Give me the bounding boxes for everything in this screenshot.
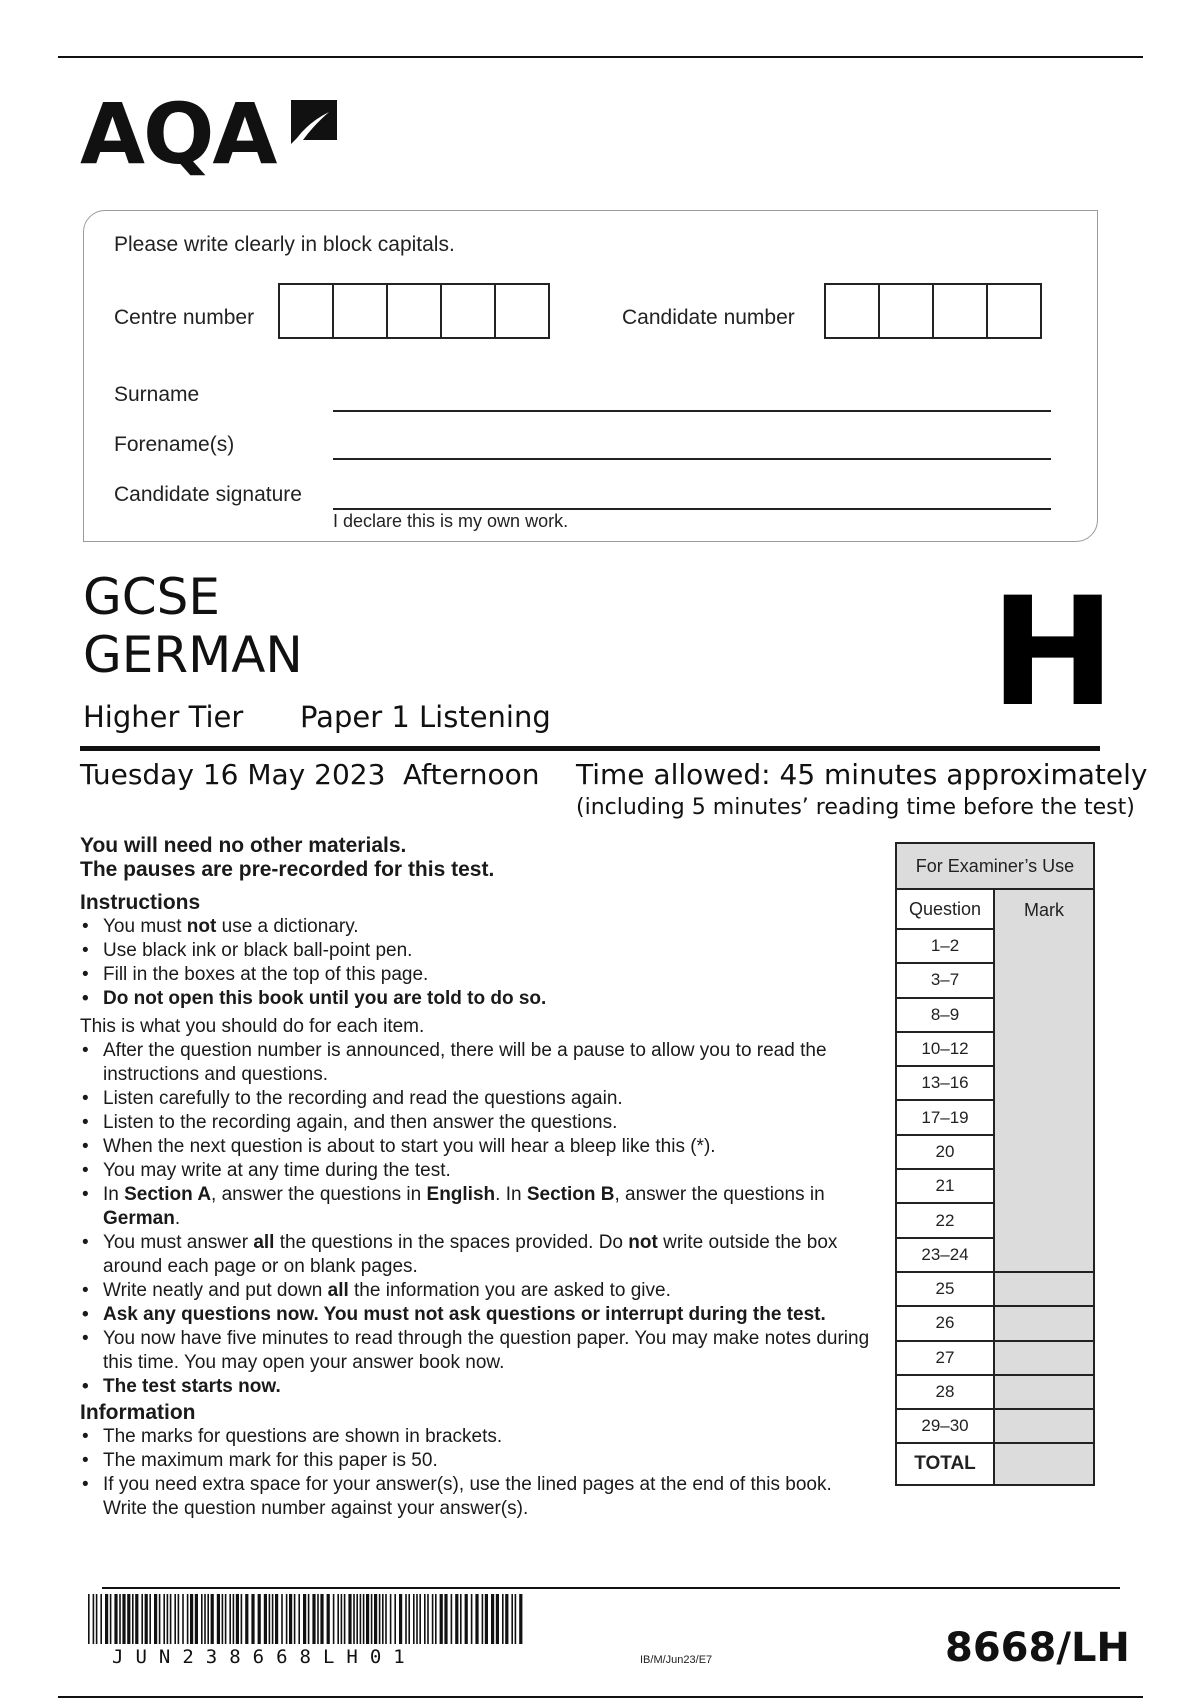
list-item: • Ask any questions now. You must not ask questions or interrupt during the test. — [80, 1303, 880, 1327]
barcode-bar — [471, 1594, 473, 1644]
barcode-bar — [127, 1594, 130, 1644]
total-row — [895, 1444, 1095, 1486]
list-item: • If you need extra space for your answer(s), use the lined pages at the end of this book. Write the question number against your answer(s). — [80, 1473, 880, 1521]
candidate-number-box[interactable] — [824, 283, 880, 339]
barcode-bar — [385, 1594, 387, 1644]
question-number: 23–24 — [895, 1239, 995, 1273]
list-item: • When the next question is about to start you will hear a bleep like this (*). — [80, 1135, 880, 1159]
item-intro: This is what you should do for each item. — [80, 1016, 425, 1037]
barcode-bar — [114, 1594, 117, 1644]
barcode-bar — [154, 1594, 157, 1644]
list-item: • In Section A, answer the questions in English. In Section B, answer the questions in German. — [80, 1183, 880, 1231]
barcode-bar — [435, 1594, 437, 1644]
mark-cell[interactable] — [995, 1410, 1095, 1444]
table-row — [895, 1136, 1095, 1170]
specification-code: 8668/LH — [945, 1625, 1130, 1671]
mark-cell[interactable] — [995, 930, 1095, 964]
mark-cell[interactable] — [995, 1067, 1095, 1101]
barcode-bar — [272, 1594, 274, 1644]
bottom-rule — [58, 1696, 1143, 1698]
candidate-number-box[interactable] — [878, 283, 934, 339]
barcode-bar — [264, 1594, 267, 1644]
question-column-header: Question — [895, 890, 995, 930]
question-number: 1–2 — [895, 930, 995, 964]
barcode-bar — [229, 1594, 231, 1644]
barcode-bar — [178, 1594, 180, 1644]
exam-date: Tuesday 16 May 2023 — [80, 758, 386, 791]
barcode-bar — [135, 1594, 138, 1644]
barcode-bar — [337, 1594, 339, 1644]
barcode-bar — [132, 1594, 134, 1644]
barcode-bar — [382, 1594, 384, 1644]
list-item: • Use black ink or black ball-point pen. — [80, 939, 880, 963]
barcode-bar — [149, 1594, 151, 1644]
table-row — [895, 1067, 1095, 1101]
barcode-bar — [312, 1594, 315, 1644]
barcode-bar — [519, 1594, 522, 1644]
centre-number-box[interactable] — [494, 283, 550, 339]
centre-number-box[interactable] — [332, 283, 388, 339]
barcode-bar — [408, 1594, 410, 1644]
barcode-bar — [211, 1594, 214, 1644]
barcode-bar — [353, 1594, 355, 1644]
examiner-table-header — [895, 890, 1095, 930]
table-row — [895, 1342, 1095, 1376]
barcode-bar — [485, 1594, 488, 1644]
barcode-bar — [190, 1594, 193, 1644]
barcode-bar — [444, 1594, 447, 1644]
barcode-bar — [245, 1594, 248, 1644]
examiner-use-table — [895, 842, 1095, 1486]
barcode-bar — [374, 1594, 377, 1644]
barcode-bar — [308, 1594, 310, 1644]
qualification-title — [83, 568, 303, 684]
barcode-bar — [105, 1594, 108, 1644]
barcode-bar — [515, 1594, 517, 1644]
barcode-bar — [432, 1594, 434, 1644]
barcode-bar — [327, 1594, 330, 1644]
barcode-bar — [294, 1594, 296, 1644]
barcode-bar — [233, 1594, 235, 1644]
aqa-logo: AQA — [80, 85, 276, 183]
barcode-bar — [119, 1594, 121, 1644]
barcode — [88, 1594, 524, 1644]
barcode-bar — [394, 1594, 396, 1644]
list-item: • You may write at any time during the test. — [80, 1159, 880, 1183]
forename-field[interactable] — [333, 458, 1051, 460]
barcode-bar — [416, 1594, 418, 1644]
candidate-number-boxes[interactable] — [826, 283, 1042, 339]
table-row — [895, 964, 1095, 998]
barcode-bar — [100, 1594, 102, 1644]
footer-rule — [102, 1587, 1120, 1589]
barcode-bar — [141, 1594, 143, 1644]
barcode-bar — [289, 1594, 292, 1644]
information-heading: Information — [80, 1401, 196, 1424]
barcode-bar — [88, 1594, 90, 1644]
title-rule — [80, 746, 1100, 751]
reading-time-note: (including 5 minutes’ reading time before the test) — [576, 795, 1135, 820]
block-capitals-instruction: Please write clearly in block capitals. — [114, 233, 455, 256]
question-number: 22 — [895, 1204, 995, 1238]
question-number: 29–30 — [895, 1410, 995, 1444]
barcode-bar — [110, 1594, 112, 1644]
barcode-bar — [159, 1594, 161, 1644]
instructions-heading: Instructions — [80, 891, 201, 914]
barcode-bar — [366, 1594, 369, 1644]
list-item: • Fill in the boxes at the top of this page. — [80, 963, 880, 987]
candidate-number-label: Candidate number — [622, 306, 795, 329]
instructions-section — [80, 834, 880, 1521]
table-row — [895, 999, 1095, 1033]
time-allowed: Time allowed: 45 minutes approximately — [576, 758, 1148, 791]
question-number: 8–9 — [895, 999, 995, 1033]
barcode-bar — [241, 1594, 243, 1644]
barcode-bar — [405, 1594, 407, 1644]
table-row — [895, 1307, 1095, 1341]
barcode-bar — [440, 1594, 443, 1644]
signature-label: Candidate signature — [114, 483, 302, 506]
barcode-bar — [482, 1594, 484, 1644]
barcode-bar — [496, 1594, 499, 1644]
barcode-bar — [413, 1594, 415, 1644]
table-row — [895, 1101, 1095, 1135]
declaration-text: I declare this is my own work. — [333, 511, 569, 531]
barcode-bar — [236, 1594, 239, 1644]
centre-number-label: Centre number — [114, 306, 255, 329]
barcode-bar — [491, 1594, 494, 1644]
question-number: 3–7 — [895, 964, 995, 998]
list-item: • You now have five minutes to read through the question paper. You may make notes during this time. You may open your answer book now. — [80, 1327, 880, 1375]
centre-number-box[interactable] — [278, 283, 334, 339]
barcode-bar — [356, 1594, 358, 1644]
barcode-text: JUN238668LH01 — [112, 1646, 417, 1668]
barcode-bar — [207, 1594, 209, 1644]
question-number: 17–19 — [895, 1101, 995, 1135]
mark-cell[interactable] — [995, 1376, 1095, 1410]
mark-cell[interactable] — [995, 1033, 1095, 1067]
barcode-bar — [455, 1594, 458, 1644]
barcode-bar — [333, 1594, 335, 1644]
list-item: • After the question number is announced, there will be a pause to allow you to read the instructions and questions. — [80, 1039, 880, 1087]
list-item: • Do not open this book until you are told to do so. — [80, 987, 880, 1011]
mark-cell[interactable] — [995, 1204, 1095, 1238]
paper-label: Paper 1 Listening — [300, 700, 551, 734]
barcode-bar — [419, 1594, 421, 1644]
barcode-bar — [348, 1594, 351, 1644]
barcode-bar — [145, 1594, 148, 1644]
mark-cell[interactable] — [995, 1307, 1095, 1341]
barcode-bar — [451, 1594, 453, 1644]
mark-cell[interactable] — [995, 1342, 1095, 1376]
barcode-bar — [360, 1594, 362, 1644]
barcode-bar — [379, 1594, 381, 1644]
barcode-bar — [170, 1594, 172, 1644]
centre-number-box[interactable] — [440, 283, 496, 339]
barcode-bar — [201, 1594, 203, 1644]
mark-cell[interactable] — [995, 1170, 1095, 1204]
barcode-bar — [460, 1594, 462, 1644]
total-label: TOTAL — [895, 1444, 995, 1486]
barcode-bar — [225, 1594, 227, 1644]
barcode-bar — [341, 1594, 343, 1644]
list-item: • The maximum mark for this paper is 50. — [80, 1449, 880, 1473]
table-row — [895, 1239, 1095, 1273]
candidate-number-box[interactable] — [986, 283, 1042, 339]
question-number: 25 — [895, 1273, 995, 1307]
barcode-bar — [286, 1594, 288, 1644]
barcode-bar — [269, 1594, 271, 1644]
question-number: 13–16 — [895, 1067, 995, 1101]
mark-cell[interactable] — [995, 999, 1095, 1033]
tier-letter: H — [990, 566, 1116, 740]
surname-field[interactable] — [333, 410, 1051, 412]
materials-note: You will need no other materials. — [80, 834, 407, 857]
mark-column-header: Mark — [995, 890, 1095, 930]
mark-cell[interactable] — [995, 964, 1095, 998]
examiner-table-rows — [895, 930, 1095, 1444]
qualification-level: GCSE — [83, 568, 220, 626]
barcode-bar — [505, 1594, 508, 1644]
barcode-bar — [182, 1594, 184, 1644]
barcode-bar — [281, 1594, 283, 1644]
table-row — [895, 1410, 1095, 1444]
table-row — [895, 930, 1095, 964]
barcode-bar — [258, 1594, 261, 1644]
barcode-bar — [511, 1594, 513, 1644]
barcode-bar — [122, 1594, 125, 1644]
table-row — [895, 1170, 1095, 1204]
table-row — [895, 1273, 1095, 1307]
pauses-note: The pauses are pre-recorded for this test. — [80, 858, 495, 881]
barcode-bar — [424, 1594, 426, 1644]
mark-cell[interactable] — [995, 1101, 1095, 1135]
list-item: • The marks for questions are shown in brackets. — [80, 1425, 880, 1449]
list-item: • Listen carefully to the recording and read the questions again. — [80, 1087, 880, 1111]
aqa-leaf-icon — [285, 92, 343, 150]
forename-label: Forename(s) — [114, 433, 235, 456]
question-number: 26 — [895, 1307, 995, 1341]
barcode-bar — [298, 1594, 300, 1644]
barcode-bar — [320, 1594, 323, 1644]
question-number: 27 — [895, 1342, 995, 1376]
barcode-bar — [344, 1594, 346, 1644]
exam-session: Afternoon — [403, 758, 540, 791]
barcode-bar — [275, 1594, 278, 1644]
question-number: 10–12 — [895, 1033, 995, 1067]
barcode-bar — [427, 1594, 429, 1644]
barcode-bar — [96, 1594, 98, 1644]
barcode-bar — [167, 1594, 169, 1644]
table-row — [895, 1376, 1095, 1410]
subject-title: GERMAN — [83, 626, 303, 684]
mark-cell[interactable] — [995, 1239, 1095, 1273]
list-item: • You must not use a dictionary. — [80, 915, 880, 939]
tier-label: Higher Tier — [83, 700, 244, 734]
barcode-bar — [195, 1594, 198, 1644]
barcode-bar — [363, 1594, 365, 1644]
barcode-bar — [187, 1594, 189, 1644]
table-row — [895, 1204, 1095, 1238]
list-item: • You must answer all the questions in the spaces provided. Do not write outside the box around each page or on blank pages. — [80, 1231, 880, 1279]
list-item: • The test starts now. — [80, 1375, 880, 1399]
paper-reference: IB/M/Jun23/E7 — [640, 1654, 713, 1666]
surname-label: Surname — [114, 383, 200, 406]
barcode-bar — [251, 1594, 254, 1644]
barcode-bar — [222, 1594, 224, 1644]
list-item: • Write neatly and put down all the information you are asked to give. — [80, 1279, 880, 1303]
barcode-bar — [371, 1594, 373, 1644]
barcode-bar — [217, 1594, 220, 1644]
barcode-bar — [475, 1594, 478, 1644]
barcode-bar — [502, 1594, 504, 1644]
question-number: 20 — [895, 1136, 995, 1170]
barcode-bar — [204, 1594, 206, 1644]
top-rule — [58, 56, 1143, 58]
barcode-bar — [465, 1594, 468, 1644]
mark-cell[interactable] — [995, 1136, 1095, 1170]
barcode-bar — [390, 1594, 392, 1644]
mark-cell[interactable] — [995, 1273, 1095, 1307]
candidate-number-box[interactable] — [932, 283, 988, 339]
barcode-bar — [399, 1594, 402, 1644]
barcode-bar — [317, 1594, 319, 1644]
list-item: • Listen to the recording again, and then answer the questions. — [80, 1111, 880, 1135]
barcode-bar — [163, 1594, 165, 1644]
barcode-bar — [174, 1594, 176, 1644]
centre-number-boxes[interactable] — [280, 283, 550, 339]
centre-number-box[interactable] — [386, 283, 442, 339]
question-number: 21 — [895, 1170, 995, 1204]
question-number: 28 — [895, 1376, 995, 1410]
table-row — [895, 1033, 1095, 1067]
signature-field[interactable] — [333, 508, 1051, 510]
examiner-use-title: For Examiner’s Use — [895, 842, 1095, 890]
barcode-bar — [93, 1594, 95, 1644]
barcode-bar — [303, 1594, 306, 1644]
total-mark-cell[interactable] — [995, 1444, 1095, 1486]
